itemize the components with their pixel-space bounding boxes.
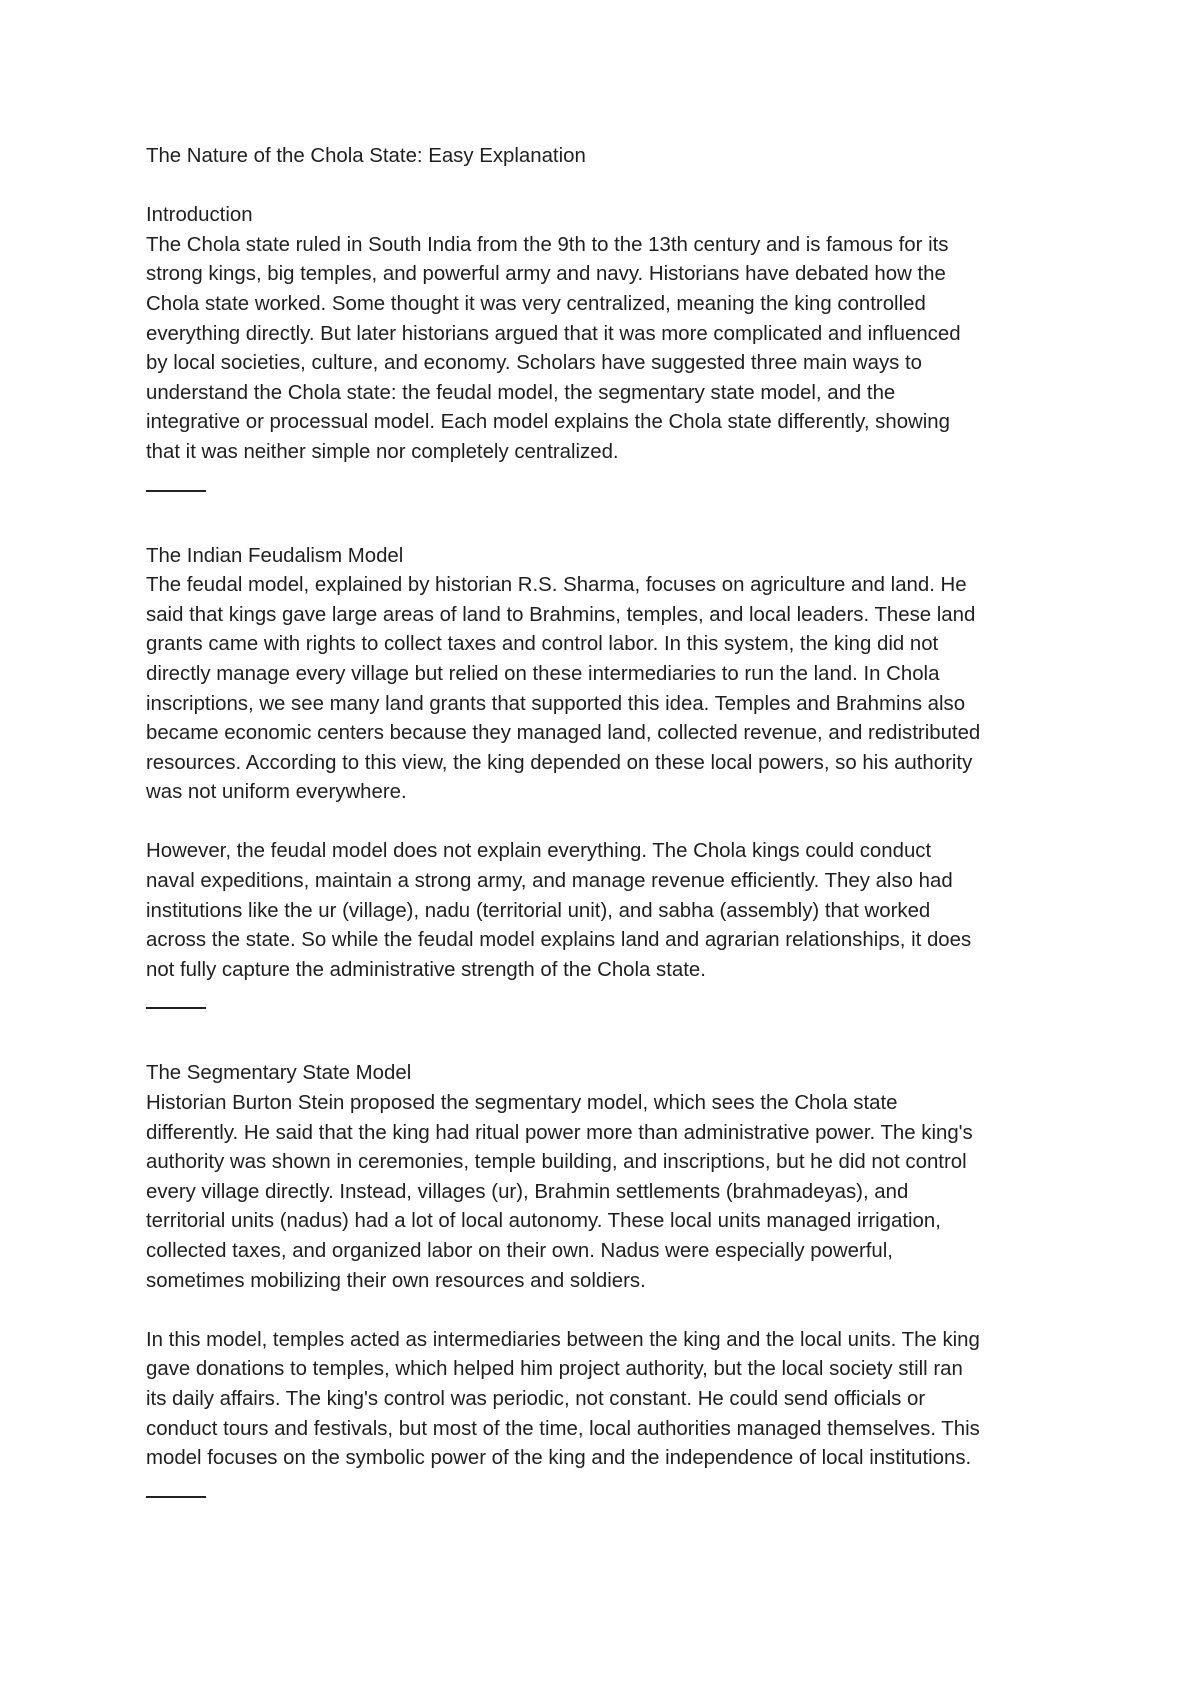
paragraph-line: understand the Chola state: the feudal model, the segmentary state model, and the xyxy=(146,381,896,404)
section-heading: Introduction xyxy=(146,204,253,227)
paragraph-line: Chola state worked. Some thought it was very centralized, meaning the king controlled xyxy=(146,292,926,315)
paragraph-line: grants came with rights to collect taxes and control labor. In this system, the king did not xyxy=(146,633,939,656)
paragraph-line: everything directly. But later historians argued that it was more complicated and influenced xyxy=(146,322,961,345)
paragraph-line: sometimes mobilizing their own resources and soldiers. xyxy=(146,1269,646,1292)
paragraph-line: naval expeditions, maintain a strong army, and manage revenue efficiently. They also had xyxy=(146,870,953,893)
paragraph xyxy=(146,571,1076,808)
paragraph-line: gave donations to temples, which helped him project authority, but the local society still ran xyxy=(146,1358,963,1381)
paragraph-line: inscriptions, we see many land grants that supported this idea. Temples and Brahmins also xyxy=(146,692,966,715)
paragraph xyxy=(146,837,1076,985)
document-title: The Nature of the Chola State: Easy Explanation xyxy=(146,145,586,167)
section-introduction xyxy=(146,201,1076,467)
section-segmentary-model xyxy=(146,1059,1076,1473)
paragraph xyxy=(146,1089,1076,1296)
paragraph-line: The feudal model, explained by historian R.S. Sharma, focuses on agriculture and land. He xyxy=(146,574,967,597)
paragraph-line: its daily affairs. The king's control was periodic, not constant. He could send officials or xyxy=(146,1387,926,1410)
paragraph-line: said that kings gave large areas of land to Brahmins, temples, and local leaders. These land xyxy=(146,603,976,626)
paragraph-line: strong kings, big temples, and powerful army and navy. Historians have debated how the xyxy=(146,263,946,286)
paragraph-line: conduct tours and festivals, but most of the time, local authorities managed themselves. This xyxy=(146,1417,980,1440)
paragraph xyxy=(146,231,1076,468)
paragraph-line: not fully capture the administrative strength of the Chola state. xyxy=(146,958,706,981)
section-divider xyxy=(146,1007,206,1009)
paragraph-line: In this model, temples acted as intermediaries between the king and the local units. The king xyxy=(146,1328,980,1351)
section-heading: The Indian Feudalism Model xyxy=(146,544,404,567)
paragraph-spacer xyxy=(146,808,1076,838)
paragraph-line: integrative or processual model. Each model explains the Chola state differently, showing xyxy=(146,411,950,434)
section-heading: The Segmentary State Model xyxy=(146,1062,412,1085)
paragraph-line: authority was shown in ceremonies, temple building, and inscriptions, but he did not control xyxy=(146,1151,967,1174)
paragraph-line: differently. He said that the king had ritual power more than administrative power. The king's xyxy=(146,1121,973,1144)
paragraph-line: directly manage every village but relied on these intermediaries to run the land. In Chola xyxy=(146,662,940,685)
paragraph-line: The Chola state ruled in South India from the 9th to the 13th century and is famous for its xyxy=(146,233,949,256)
paragraph-line: Historian Burton Stein proposed the segmentary model, which sees the Chola state xyxy=(146,1092,898,1115)
paragraph-line: that it was neither simple nor completely centralized. xyxy=(146,440,619,463)
paragraph-line: institutions like the ur (village), nadu (territorial unit), and sabha (assembly) that worked xyxy=(146,899,931,922)
section-divider xyxy=(146,490,206,492)
section-feudalism-model xyxy=(146,542,1076,986)
paragraph-line: by local societies, culture, and economy. Scholars have suggested three main ways to xyxy=(146,352,923,375)
paragraph-line: However, the feudal model does not explain everything. The Chola kings could conduct xyxy=(146,840,932,863)
document-page xyxy=(146,142,1076,1548)
paragraph-line: every village directly. Instead, villages (ur), Brahmin settlements (brahmadeyas), and xyxy=(146,1180,909,1203)
paragraph-line: territorial units (nadus) had a lot of local autonomy. These local units managed irrigation, xyxy=(146,1210,941,1233)
paragraph-line: across the state. So while the feudal model explains land and agrarian relationships, it does xyxy=(146,929,972,952)
paragraph-line: collected taxes, and organized labor on their own. Nadus were especially powerful, xyxy=(146,1240,893,1262)
paragraph-line: was not uniform everywhere. xyxy=(146,781,407,804)
section-divider xyxy=(146,1496,206,1498)
paragraph-line: became economic centers because they managed land, collected revenue, and redistributed xyxy=(146,722,981,745)
paragraph xyxy=(146,1326,1076,1474)
paragraph-line: resources. According to this view, the king depended on these local powers, so his authority xyxy=(146,751,973,774)
paragraph-line: model focuses on the symbolic power of the king and the independence of local institutions. xyxy=(146,1447,972,1470)
paragraph-spacer xyxy=(146,1296,1076,1326)
